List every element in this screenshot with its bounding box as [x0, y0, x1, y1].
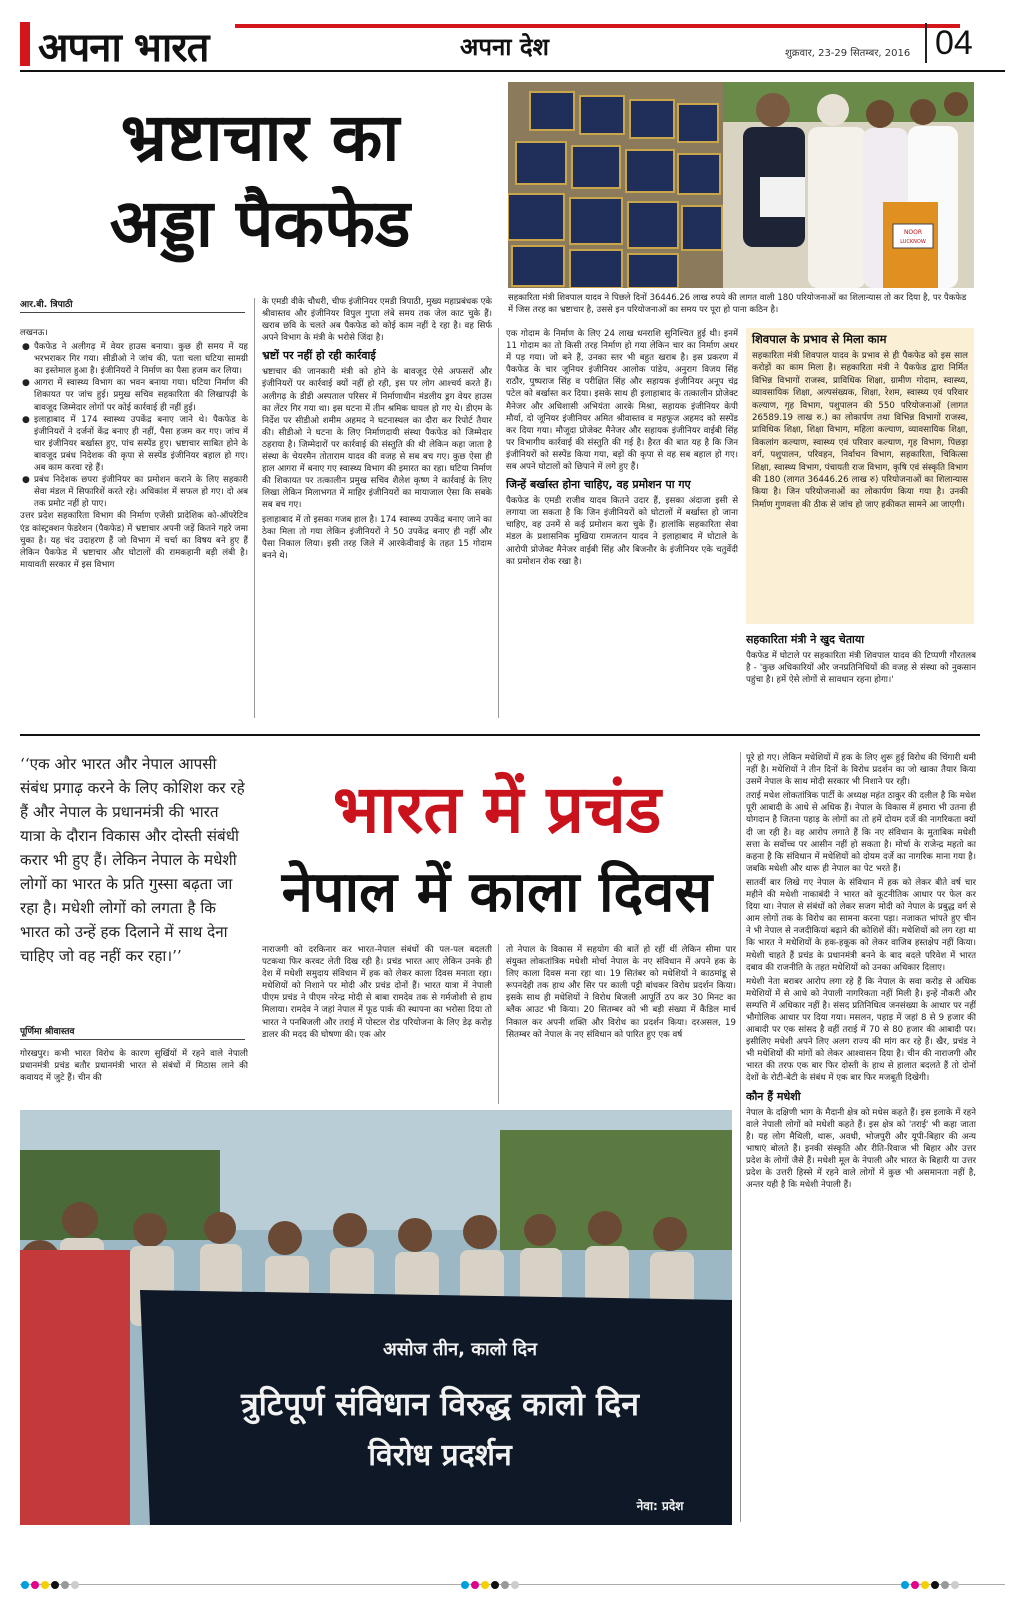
banner-line1: असोज तीन, कालो दिन: [382, 1339, 538, 1360]
brand-title: अपना भारत: [38, 24, 209, 71]
masthead-bottom-rule: [20, 70, 1005, 72]
shivpal-sidebar-box: [746, 328, 974, 624]
story2-column-1: [20, 1048, 248, 1106]
brand-accent-bar: [20, 22, 30, 66]
story1-bullet-2: ● आगरा में स्वास्थ्य विभाग का भवन बनाया गया। घटिया निर्माण की शिकायत पर जांच हुई। प्रमुख सचिव सहकारिता की लिखापढ़ी के बावजूद जिम्मेदार लोगों पर कोई कार्रवाई ही नहीं हुई।: [20, 377, 248, 413]
photo-sign-text: NOOR: [903, 229, 923, 236]
banner-line3: विरोध प्रदर्शन: [368, 1438, 512, 1473]
column-divider: [254, 298, 255, 718]
story2-col4-paragraph-5: नेपाल के दक्षिणी भाग के मैदानी क्षेत्र को मधेस कहते हैं। इस इलाके में रहने वाले नेपाली लोगों को मधेशी कहते हैं। इस क्षेत्र को 'तराई' भी कहा जाता है। यह लोग मैथिली, थारू, अवधी, भोजपुरी और यूपी-बिहार की अन्य भाषाएं बोलते हैं। इनकी संस्कृति और रीति-रिवाज भी बिहार और उत्तर प्रदेश के लोगों जैसे हैं। मधेशी मूल के नेपाली और भारत के बिहारी या उत्तर प्रदेश के उत्तरी हिस्से में रहने वाले लोगों में कुछ भी असमानता नहीं है, अन्तर यही है कि मधेशी नेपाली हैं।: [746, 1107, 976, 1191]
masthead-top-rule: [235, 24, 960, 28]
story2-col1-paragraph: गोरखपुर। कभी भारत विरोध के कारण सुर्खियों में रहने वाले नेपाली प्रधानमंत्री प्रचंड बतौर प्रधानमंत्री भारत से संबंधों में मिठास लाने की कवायद में जुटे हैं। चीन की: [20, 1049, 248, 1084]
banner-footer: नेवा: प्रदेश: [636, 1499, 684, 1513]
story1-column-3: [506, 328, 738, 718]
section-title: अपना देश: [460, 32, 549, 61]
page-number-divider: [925, 23, 927, 63]
column-divider: [498, 944, 499, 1104]
minister-warning-paragraph: पैकफेड में घोटाले पर सहकारिता मंत्री शिवपाल यादव की टिप्पणी गौरतलब है - 'कुछ अधिकारियों और जनप्रतिनिधियों की वजह से संस्था को नुकसान पहुंचा है। हमें ऐसे लोगों से सावधान रहना होगा।': [746, 651, 976, 686]
registration-marks-right: [900, 1578, 970, 1592]
madheshi-subhead: कौन हैं मधेशी: [746, 1089, 801, 1103]
foundation-stone-ceremony-image: [508, 82, 974, 288]
story2-col4-paragraph-4: मधेशी नेता बराबर आरोप लगा रहे हैं कि नेपाल के सवा करोड़ से अधिक मधेशियों में से आधे को नेपाली नागरिकता नहीं मिली है। इन्हें नौकरी और सम्पत्ति में अधिकार नहीं है। संसद प्रतिनिधित्व जनसंख्या के आधार पर नहीं भौगोलिक आधार पर दिया गया। मसलन, पहाड़ में जहां 8 से 9 हजार की आबादी पर एक सांसद है वहीं तराई में 70 से 80 हजार की आबादी पर। इसीलिए मधेशी अपने लिए अलग राज्य की मांग कर रहे हैं। खैर, प्रचंड ने भी मधेशियों की मांगों को लेकर आश्वासन दिया है। चीन की नाराजगी और भारत की तरफ एक बार फिर दोस्ती के हाथ से हालात बदलते हैं तो दोनों देशों के रोटी-बेटी के संबंध में एक बार फिर मजबूती दिखेगी।: [746, 976, 976, 1084]
minister-warning-subhead: सहकारिता मंत्री ने खुद चेताया: [746, 633, 865, 646]
story2-col2-paragraph: नाराजगी को दरकिनार कर भारत-नेपाल संबंधों की पल-पल बदलती पटकथा फिर करवट लेती दिख रही है। प्रचंड भारत आए लेकिन उनके ही देश में मधेशी समुदाय संविधान में हक को लेकर काला दिवस मनाता रहा। मधेशियों को निशाने पर मोदी और प्रचंड दोनों हैं। भारत यात्रा में नेपाली पीएम प्रचंड ने पीएम नरेन्द्र मोदी से बाबा रामदेव तक से गर्मजोशी से हाथ मिलाया। रामदेव ने जहां नेपाल में फूड पार्क की स्थापना का भरोसा दिया तो भारत ने पनबिजली और तराई में पोस्टल रोड परियोजना के लिए डेढ़ करोड़ डालर की मदद की घोषणा की। एक ओर: [262, 945, 492, 1040]
story1-headline-line1: भ्रष्टाचार का: [120, 99, 400, 176]
banner-line2: त्रुटिपूर्ण संविधान विरुद्ध कालो दिन: [240, 1385, 640, 1423]
sidebar-title: शिवपाल के प्रभाव से मिला काम: [752, 332, 887, 346]
story2-column-3: [506, 944, 736, 1106]
story2-col4-paragraph-2: तराई मधेश लोकतांत्रिक पार्टी के अध्यक्ष महंत ठाकुर की दलील है कि मधेश पूरी आबादी के आधे से अधिक हैं। नेपाल के विकास में हमारा भी उतना ही योगदान है जितना पहाड़ के लोगों का तो हमें दोयम दर्जे की नागरिकता क्यों दी जा रही है। वह आरोप लगाते हैं कि नए संविधान के मुताबिक मधेशी सत्ता के सर्वोच्च पर आसीन नहीं हो सकता है। मोर्चा के राजेन्द्र महतो का कहना है कि संविधान में मधेशियों को दोयम दर्जे का नागरिक माना गया है। जबकि मधेशी और थारू ही नेपाल का पेट भरते हैं।: [746, 791, 976, 874]
column-divider: [498, 328, 499, 718]
story1-headline: [30, 95, 490, 267]
story1-byline: आर.बी. त्रिपाठी: [20, 297, 245, 313]
story2-protest-photo: [20, 1110, 732, 1525]
story1-headline-line2: अड्डा पैकफेड: [109, 185, 411, 262]
story1-column-4: [746, 628, 976, 720]
story1-col2-paragraph-3: इलाहाबाद में तो इसका गजब हाल है। 174 स्वास्थ्य उपकेंद्र बनाए जाने का ठेका मिला तो गया लेकिन इंजीनियरों ने 50 उपकेंद्र बनाए ही नहीं और पैसा निकाल लिया। इसी तरह जिले में आरकेवीवाई के तहत 15 गोदाम बनने थे।: [262, 514, 492, 561]
story1-bullet-1: ● पैकफेड ने अलीगढ़ में वेयर हाउस बनाया। कुछ ही समय में यह भरभराकर गिर गया। सीडीओ ने जांच की, पता चला घटिया सामग्री का इस्तेमाल हुआ है। इंजीनियरों ने निर्माण का पैसा हजम कर लिया।: [20, 341, 248, 377]
story1-subhead-action: भ्रष्टों पर नहीं हो रही कार्रवाई: [262, 349, 376, 363]
story1-column-1: [20, 327, 248, 715]
story1-bullet-4: ● प्रबंध निदेशक छपरा इंजीनियर का प्रमोशन कराने के लिए सहकारी सेवा मंडल में सिफारिशें करते रहे। अधिकांश में सफल हो गए। दो अब तक प्रमोट नहीं हो पाए।: [20, 474, 248, 510]
story2-pull-quote: ‘‘एक ओर भारत और नेपाल आपसी संबंध प्रगाढ़ करने के लिए कोशिश कर रहे हैं और नेपाल के प्रधानमंत्री की भारत यात्रा के दौरान विकास और दोस्ती संबंधी करार भी हुए हैं। लेकिन नेपाल के मधेशी लोगों का भारत के प्रति गुस्सा बढ़ता जा रहा है। मधेशी लोगों को लगता है कि भारत को उन्हें हक दिलाने में साथ देना चाहिए जो वह नहीं कर रहा।’’: [20, 755, 245, 965]
issue-date: शुक्रवार, 23-29 सितम्बर, 2016: [785, 48, 911, 59]
registration-marks-center: [460, 1578, 530, 1592]
protest-rally-image: [20, 1110, 732, 1525]
story1-dateline: लखनऊ।: [20, 328, 48, 338]
page-number: 04: [935, 24, 973, 62]
story1-col2-paragraph-1: के एमडी वीके चौधरी, चीफ इंजीनियर एमडी त्रिपाठी, मुख्य महाप्रबंधक एके श्रीवास्तव और इंजीनियर विपुल गुप्ता लंबे समय तक जेल काट चुके हैं। खराब छवि के चलते अब पैकफेड को कोई काम नहीं दे रहा है। वह सिर्फ अपने विभाग के मंत्री के भरोसे जिंदा है।: [262, 297, 492, 344]
story2-col4-paragraph-1: पूरे हो गए। लेकिन मधेशियों में हक के लिए शुरू हुई विरोध की चिंगारी थमी नहीं है। मधेशियों ने तीन दिनों के विरोध प्रदर्शन का जो खाका तैयार किया उसमें नेपाल के साथ मोदी सरकार भी निशाने पर रही।: [746, 753, 976, 788]
story1-column-2: [262, 296, 492, 718]
story1-col3-paragraph-2: पैकफेड के एमडी राजीव यादव कितने उदार हैं, इसका अंदाजा इसी से लगाया जा सकता है कि जिन इंजीनियरों को घोटालों में बर्खास्त हो जाना चाहिए, वह उनमें से कई प्रमोशन करा चुके हैं। हालांकि सहकारिता सेवा मंडल के प्रशासनिक मुखिया रामजतन यादव ने इलाहाबाद में घोटाले के आरोपी प्रोजेक्ट मैनेजर वाईबी सिंह और बिजनौर के इंजीनियर एके चतुर्वेदी का प्रमोशन रोक रखा है।: [506, 496, 738, 567]
story1-photo: [508, 82, 974, 288]
masthead: [20, 18, 1005, 73]
story1-col3-paragraph-1: एक गोदाम के निर्माण के लिए 24 लाख धनराशि सुनिश्चित हुई थी। इनमें 11 गोदाम का तो किसी तरह निर्माण हो गया लेकिन चार का निर्माण अधर में पड़ गया। जो बने हैं, उनका स्तर भी बहुत खराब है। इस प्रकरण में पैकफेड के चार जूनियर इंजीनियर आलोक पांडेय, अनुराग विजय सिंह राठौर, पुष्पराज सिंह व परीक्षित सिंह और सहायक इंजीनियर अनूप चंद्र पटेल को बर्खास्त कर दिया। इसके साथ ही इलाहाबाद के तत्कालीन प्रोजेक्ट मैनेजर और अधिशासी अभियंता आरके मिश्रा, सहायक इंजीनियर केपी मौर्या, दो जूनियर इंजीनियर अमित श्रीवास्तव व महफूज अहमद को सस्पेंड कर दिया गया। मौजूदा प्रोजेक्ट मैनेजर और सहायक इंजीनियर वाईबी सिंह पर विभागीय कार्रवाई की संस्तुति की गई है। हैरत की बात यह है कि जिन इंजीनियरों को सस्पेंड किया गया, बड़ों की कृपा से वह सब बहाल हो गए। सब अपने घोटालों को छिपाने में लगे हुए हैं।: [506, 329, 738, 473]
story-separator: [20, 734, 980, 736]
sidebar-body: सहकारिता मंत्री शिवपाल यादव के प्रभाव से ही पैकफेड को इस साल करोड़ों का काम मिला है। सहकारिता मंत्री ने पैकफेड द्वारा निर्मित विभिन्न विभागों राजस्व, प्राविधिक शिक्षा, ग्रामीण गोदाम, स्वास्थ्य, व्यावसायिक शिक्षा, अल्पसंख्यक, शिक्षा, रेशम, स्वास्थ्य एवं परिवार कल्याण, गृह विभाग, पशुपालन की 550 परियोजनाओं (लागत 26589.19 लाख रु.) का लोकार्पण तथा विभिन्न विभागों राजस्व, प्राविधिक शिक्षा, शिक्षा विभाग, महिला कल्याण, व्यावसायिक शिक्षा, विकलांग कल्याण, स्वास्थ्य एवं परिवार कल्याण, गृह विभाग, पिछड़ा वर्ग, पशुपालन, परिवहन, निर्वाचन विभाग, सहकारिता, चिकित्सा शिक्षा, स्वास्थ्य विभाग, पंचायती राज विभाग, कृषि एवं संस्कृति विभाग की 180 (लागत 36446.26 लाख रु) परियोजनाओं का शिलान्यास किया है। जिन परियोजनाओं का लोकार्पण किया गया है। उनकी निर्माण गुणवत्ता की ठीक से जांच हो जाए हकीकत सामने आ जाएगी।: [752, 351, 968, 510]
story1-col2-paragraph-2: भ्रष्टाचार की जानकारी मंत्री को होने के बावजूद ऐसे अफसरों और इंजीनियरों पर कार्रवाई क्यों नहीं हो रही, इस पर लोग आश्चर्य करते हैं। अलीगढ़ के डीडी अस्पताल परिसर में निर्माणाधीन मंडलीय ड्रग वेयर हाउस का लेंटर गिर गया था। इस घटना में तीन श्रमिक घायल हो गए थे। डीएम के निर्देश पर सीडीओ शमीम अहमद ने घटनास्थल का दौरा कर रिपोर्ट तैयार की। सीडीओ ने घटना के लिए निर्माणदायी संस्था पैकफेड को जिम्मेदार ठहराया है। जिम्मेदारों पर कार्रवाई की संस्तुति की थी लेकिन कहा जाता है संस्था के चेयरमैन तोताराम यादव की वजह से सब बच गए। कुछ ऐसा ही हाल आगरा में बनाए गए स्वास्थ्य विभाग की इमारत का रहा। घटिया निर्माण की शिकायत पर तत्कालीन प्रमुख सचिव शैलेश कृष्ण ने कार्रवाई के लिए लिखा लेकिन मिलाभगत में माहिर इंजीनियरों का मायाजाल ऐसा कि सबके सब बच गए।: [262, 367, 492, 511]
story2-headline-line1: भारत में प्रचंड: [332, 771, 662, 848]
story2-col4-paragraph-3: सातवीं बार लिखे गए नेपाल के संविधान में हक को लेकर बीते वर्ष चार महीने की मधेशी नाकाबंदी ने भारत को कूटनीतिक आधार पर फेल कर दिया था। नेपाल से संबंधों को लेकर सजग मोदी को नेपाल के प्रबुद्ध वर्ग से आम लोगों तक के विरोध का सामना करना पड़ा। नजाकत भांपते हुए चीन ने भी नेपाल से नजदीकियां बढ़ाने की कोशिशें कीं। मधेशियों को लग रहा था कि भारत ने मधेशियों के हक-हकूक को लेकर वाजिब हस्तक्षेप नहीं किया। मधेशी चाहते हैं प्रचंड के प्रधानमंत्री बनने के बाद बदले परिवेश में भारत दबाव की राजनीति के तहत मधेशियों को उनका अधिकार दिलाए।: [746, 877, 976, 973]
registration-marks-left: [20, 1578, 90, 1592]
story2-column-4: [746, 752, 976, 1522]
story1-col1-paragraph: उत्तर प्रदेश सहकारिता विभाग की निर्माण एजेंसी प्रादेशिक को-ऑपरेटिव एंड कांस्ट्रक्शन फेडरेशन (पैकफेड) में भ्रष्टाचार अपनी जड़ें कितने गहरे जमा चुका है। यह चंद उदाहरण हैं जो विभाग में चर्चा का विषय बने हुए हैं लेकिन पैकफेड में भ्रष्टाचार और घोटालों की रामकहानी बड़ी लंबी है। मायावती सरकार में इस विभाग: [20, 511, 248, 570]
story2-column-2: [262, 944, 492, 1106]
svg-text:LUCKNOW: LUCKNOW: [900, 239, 926, 245]
story2-headline-line2: नेपाल में काला दिवस: [281, 860, 713, 925]
column-divider: [740, 752, 741, 1522]
story1-photo-caption: सहकारिता मंत्री शिवपाल यादव ने पिछले दिनों 36446.26 लाख रुपये की लागत वाली 180 परियोजनाओं का शिलान्यास तो कर दिया है, पर पैकफेड में जिस तरह का भ्रष्टाचार है, उससे इन परियोजनाओं का समय पर पूरा हो पाना कठिन है।: [508, 293, 967, 315]
story2-col3-paragraph: तो नेपाल के विकास में सहयोग की बातें हो रहीं थीं लेकिन सीमा पार संयुक्त लोकतांत्रिक मधेशी मोर्चा नेपाल के नए संविधान में अपने हक के लिए काला दिवस मना रहा था। 19 सितंबर को मधेशियों ने काठमांडू से रूपनदेही तक हाथ और सिर पर काली पट्टी बांधकर विरोध प्रदर्शन किया। इसके साथ ही मधेशियों ने विरोध बिजली आपूर्ति ठप कर 30 मिनट का ब्लैक आउट भी किया। 20 सितम्बर को भी बड़ी संख्या में कैंडिल मार्च निकाल कर अपनी शक्ति और विरोध का प्रदर्शन किया। दरअसल, 19 सितम्बर को नेपाल के नए संविधान को पारित हुए एक वर्ष: [506, 945, 736, 1040]
story2-byline: पूर्णिमा श्रीवास्तव: [20, 1024, 245, 1040]
story1-subhead-promotion: जिन्हें बर्खास्त होना चाहिए, वह प्रमोशन पा गए: [506, 478, 691, 492]
story1-bullet-3: ● इलाहाबाद में 174 स्वास्थ्य उपकेंद्र बनाए जाने थे। पैकफेड के इंजीनियरों ने दर्जनों केंद्र बनाए ही नहीं, पैसा हजम कर गए। जांच में चार इंजीनियर बर्खास्त हुए, पांच सस्पेंड हुए। भ्रष्टाचार साबित होने के बावजूद प्रबंध निदेशक की कृपा से सस्पेंड इंजीनियर बहाल हो गए। अब काम करवा रहे हैं।: [20, 414, 248, 474]
